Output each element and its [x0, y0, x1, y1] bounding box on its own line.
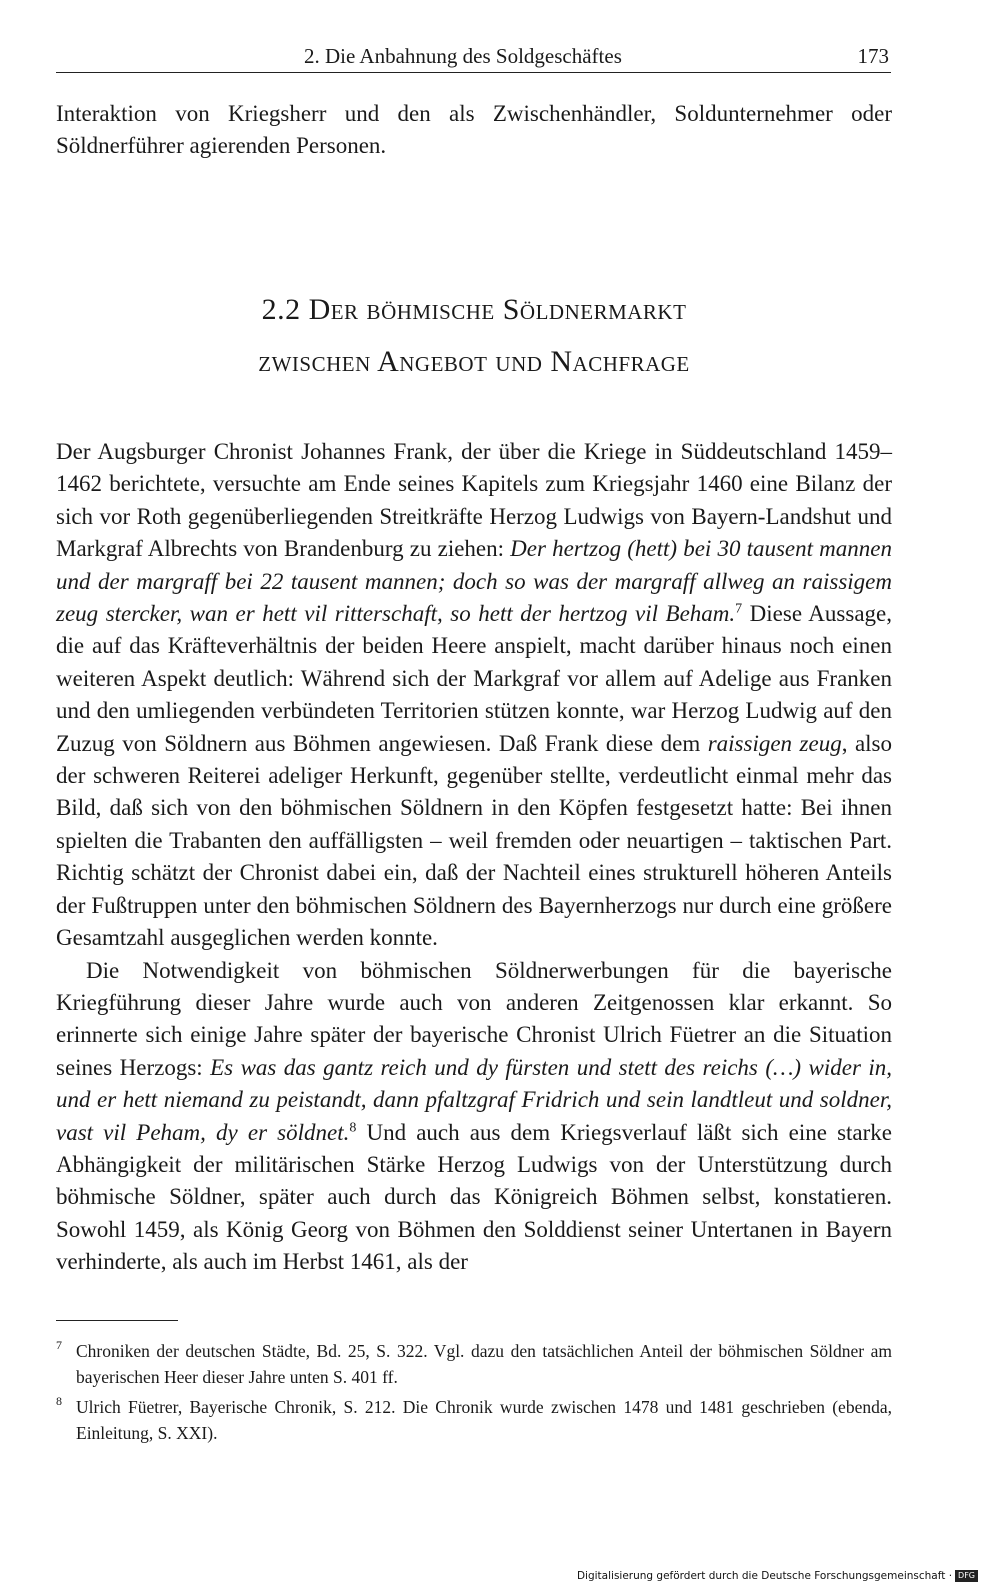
frank-quote: Der hertzog (hett) bei 30 tausent mannen und der margraff bei 22 tausent mannen; doch so was der margraff allweg an raissigem zeug stercker, wan er hett vil ritterschaft, so hett der hertzog vil Beham. — [56, 536, 892, 627]
dfg-logo: DFG — [955, 1570, 978, 1582]
footnote-marker: 8 — [56, 1394, 62, 1408]
paragraph-1 — [56, 436, 892, 955]
footnote-text: Ulrich Füetrer, Bayerische Chronik, S. 212. Die Chronik wurde zwischen 1478 und 1481 geschrieben (ebenda, Einleitung, S. XXI). — [76, 1397, 892, 1443]
paragraph-1-text-2: Diese Aussage, die auf das Kräfteverhältnis der beiden Heere anspielt, macht darüber hinaus noch einen weiteren Aspekt deutlich: Während sich der Markgraf vor allem auf Adelige aus Franken und den umliegenden verbündeten Territorien stützen konnte, war Herzog Ludwig auf den Zuzug von Söldnern aus Böhmen angewiesen. Daß Frank diese dem — [56, 601, 892, 756]
body-text — [56, 436, 892, 1279]
footnote-7 — [56, 1338, 892, 1390]
raissigen-zeug-quote: raissigen zeug — [707, 730, 842, 756]
paragraph-2-text-2: Und auch aus dem Kriegsverlauf läßt sich eine starke Abhängigkeit der militärischen Stärke Herzog Ludwigs von der Unterstützung durch böhmische Söldner, später auch durch das Königreich Böhmen selbst, konstatieren. Sowohl 1459, als König Georg von Böhmen den Solddienst seiner Untertanen in Bayern verhinderte, als auch im Herbst 1461, als der — [56, 1119, 892, 1275]
fuetrer-quote: Es was das gantz reich und dy fürsten und stett des reichs (…) wider in, und er hett niemand zu peistandt, dann pfaltzgraf Fridrich und sein landtleut und soldner, vast vil Peham, dy er söldnet. — [56, 1054, 892, 1145]
section-heading — [56, 284, 892, 388]
digitization-note — [577, 1570, 978, 1582]
footnote-text: Chroniken der deutschen Städte, Bd. 25, S. 322. Vgl. dazu den tatsächlichen Anteil der böhmischen Söldner am bayerischen Heer dieser Jahre unten S. 401 ff. — [76, 1341, 892, 1387]
footnote-marker: 7 — [56, 1338, 62, 1352]
paragraph-1-text-1: Der Augsburger Chronist Johannes Frank, der über die Kriege in Süddeutschland 1459–1462 berichtete, versuchte am Ende seines Kapitels zum Kriegsjahr 1460 eine Bilanz der sich vor Roth gegenüberliegenden Streitkräfte Herzog Ludwigs von Bayern-Landshut und Markgraf Albrechts von Brandenburg zu ziehen: — [56, 439, 892, 562]
footnote-8 — [56, 1394, 892, 1446]
section-heading-line-1: 2.2 Der böhmische Söldnermarkt — [261, 293, 687, 326]
intro-paragraph: Interaktion von Kriegsherr und den als Zwischenhändler, Soldunternehmer oder Söldnerführer agierenden Personen. — [56, 101, 892, 159]
footnote-ref-8: 8 — [349, 1119, 357, 1135]
running-title: 2. Die Anbahnung des Soldgeschäftes — [304, 44, 622, 68]
section-heading-line-2: zwischen Angebot und Nachfrage — [258, 345, 690, 378]
running-header — [56, 40, 891, 73]
footnotes — [56, 1338, 892, 1450]
paragraph-2 — [56, 955, 892, 1279]
digitization-note-text: Digitalisierung gefördert durch die Deutsche Forschungsgemeinschaft · — [576, 1570, 953, 1582]
footnote-ref-7: 7 — [735, 601, 743, 617]
paragraph-1-text-3: , also der schweren Reiterei adeliger Herkunft, gegenüber stellte, verdeutlicht einmal mehr das Bild, daß sich von den böhmischen Söldnern in den Köpfen festgesetzt hatte: Bei ihnen spielten die Trabanten den auffälligsten – weil fremden oder neuartigen – taktischen Part. Richtig schätzt der Chronist dabei ein, daß der Nachteil eines strukturell höheren Anteils der Fußtruppen unter den böhmischen Söldnern des Bayernherzogs nur durch eine größere Gesamtzahl ausgeglichen werden konnte. — [56, 730, 892, 951]
footnote-divider — [56, 1320, 178, 1321]
paragraph-2-text-1: Die Notwendigkeit von böhmischen Söldnerwerbungen für die bayerische Kriegführung dieser Jahre wurde auch von anderen Zeitgenossen klar erkannt. So erinnerte sich einige Jahre später der bayerische Chronist Ulrich Füetrer an die Situation seines Herzogs: — [56, 957, 892, 1080]
page-number: 173 — [857, 44, 889, 68]
